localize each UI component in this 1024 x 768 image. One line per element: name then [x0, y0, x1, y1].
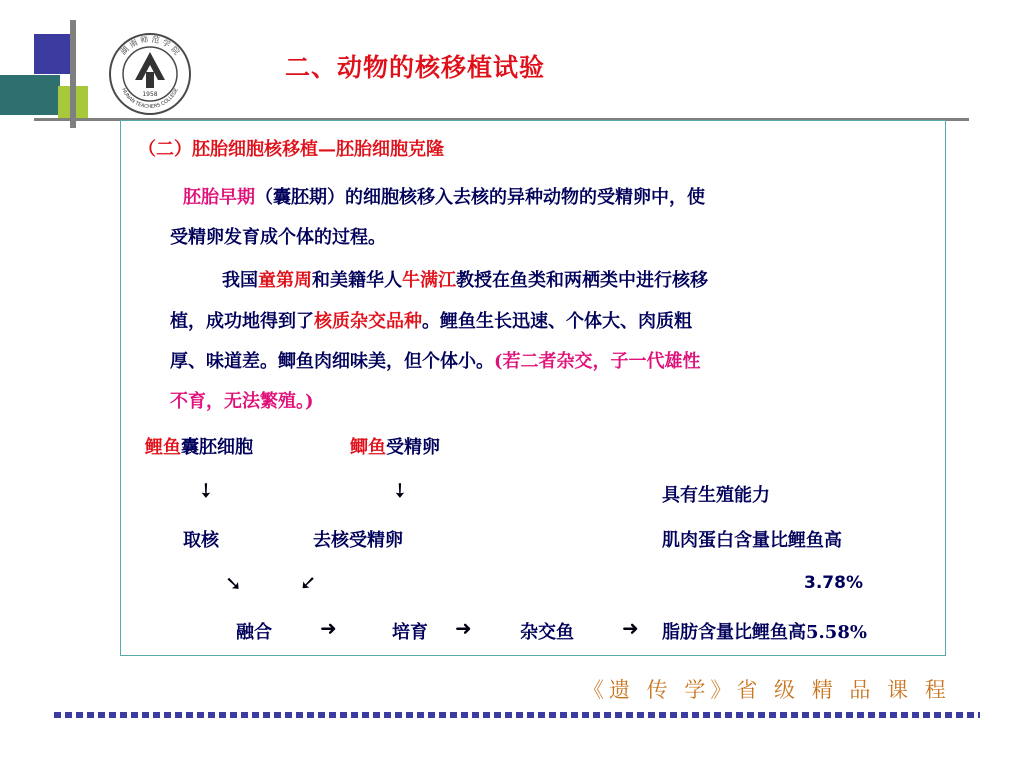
fertilized-egg-label: 受精卵 — [386, 437, 440, 458]
arrow-down-icon: ➘ — [385, 475, 415, 505]
definition-term: 胚胎早期 — [183, 187, 255, 208]
logo-top-text: 湖 南 师 范 学 院 — [118, 34, 182, 57]
trait-fat-content: 脂肪含量比鲤鱼高5.58% — [662, 622, 867, 643]
carp-label: 鲤鱼 — [145, 437, 181, 458]
trait-muscle-protein: 肌肉蛋白含量比鲤鱼高 — [662, 530, 842, 551]
paragraph-line-3 — [170, 347, 701, 373]
footer-dashed-line — [54, 712, 980, 718]
paragraph-line-1 — [222, 266, 708, 292]
definition-line-1 — [183, 183, 705, 209]
section-heading: （二）胚胎细胞核移植—胚胎细胞克隆 — [138, 139, 444, 160]
paragraph-text: 和美籍华人 — [312, 270, 402, 291]
logo-bottom-text: HUNAN TEACHERS COLLEGE — [120, 87, 180, 111]
paragraph-line-2 — [170, 307, 692, 333]
fusion-label: 融合 — [236, 622, 272, 643]
paragraph-text: 。鲤鱼生长迅速、个体大、肉质粗 — [422, 311, 692, 332]
hybrid-variety-term: 核质杂交品种 — [314, 311, 422, 332]
definition-text: （囊胚期）的细胞核移入去核的异种动物的受精卵中，使 — [255, 187, 705, 208]
hybrid-fish-label: 杂交鱼 — [520, 622, 574, 643]
corner-decoration-vertical-line — [70, 20, 76, 128]
diagram-crucian-egg — [350, 433, 440, 459]
culture-label: 培育 — [392, 622, 428, 643]
trait-reproductive: 具有生殖能力 — [662, 485, 770, 506]
paragraph-text: 厚、味道差。鲫鱼肉细味美，但个体小。 — [170, 351, 494, 372]
take-nucleus-label: 取核 — [183, 530, 219, 551]
scientist-name-tong: 童第周 — [258, 270, 312, 291]
arrow-down-right-icon: ➘ — [225, 571, 242, 595]
arrow-down-icon: ➘ — [191, 475, 221, 505]
paragraph-text: 植，成功地得到了 — [170, 311, 314, 332]
enucleated-egg-label: 去核受精卵 — [313, 530, 403, 551]
paragraph-line-4: 不育，无法繁殖。) — [170, 391, 314, 412]
diagram-carp-cell — [145, 433, 253, 459]
arrow-right-icon: ➜ — [320, 616, 337, 640]
paragraph-text: 我国 — [222, 270, 258, 291]
arrow-right-icon: ➜ — [455, 616, 472, 640]
muscle-protein-value: 3.78% — [804, 573, 863, 593]
blastocyst-cell-label: 囊胚细胞 — [181, 437, 253, 458]
note-text: (若二者杂交，子一代雄性 — [494, 351, 701, 372]
college-logo — [108, 32, 192, 116]
scientist-name-niu: 牛满江 — [402, 270, 456, 291]
definition-line-2: 受精卵发育成个体的过程。 — [170, 227, 386, 248]
crucian-label: 鲫鱼 — [350, 437, 386, 458]
arrow-down-left-icon: ➘ — [296, 574, 321, 592]
arrow-right-icon: ➜ — [622, 616, 639, 640]
course-footer: 《遗 传 学》省 级 精 品 课 程 — [583, 678, 951, 702]
paragraph-text: 教授在鱼类和两栖类中进行核移 — [456, 270, 708, 291]
corner-decoration-teal — [0, 75, 60, 115]
slide-title: 二、动物的核移植试验 — [285, 53, 546, 82]
logo-year: 1958 — [142, 91, 158, 98]
